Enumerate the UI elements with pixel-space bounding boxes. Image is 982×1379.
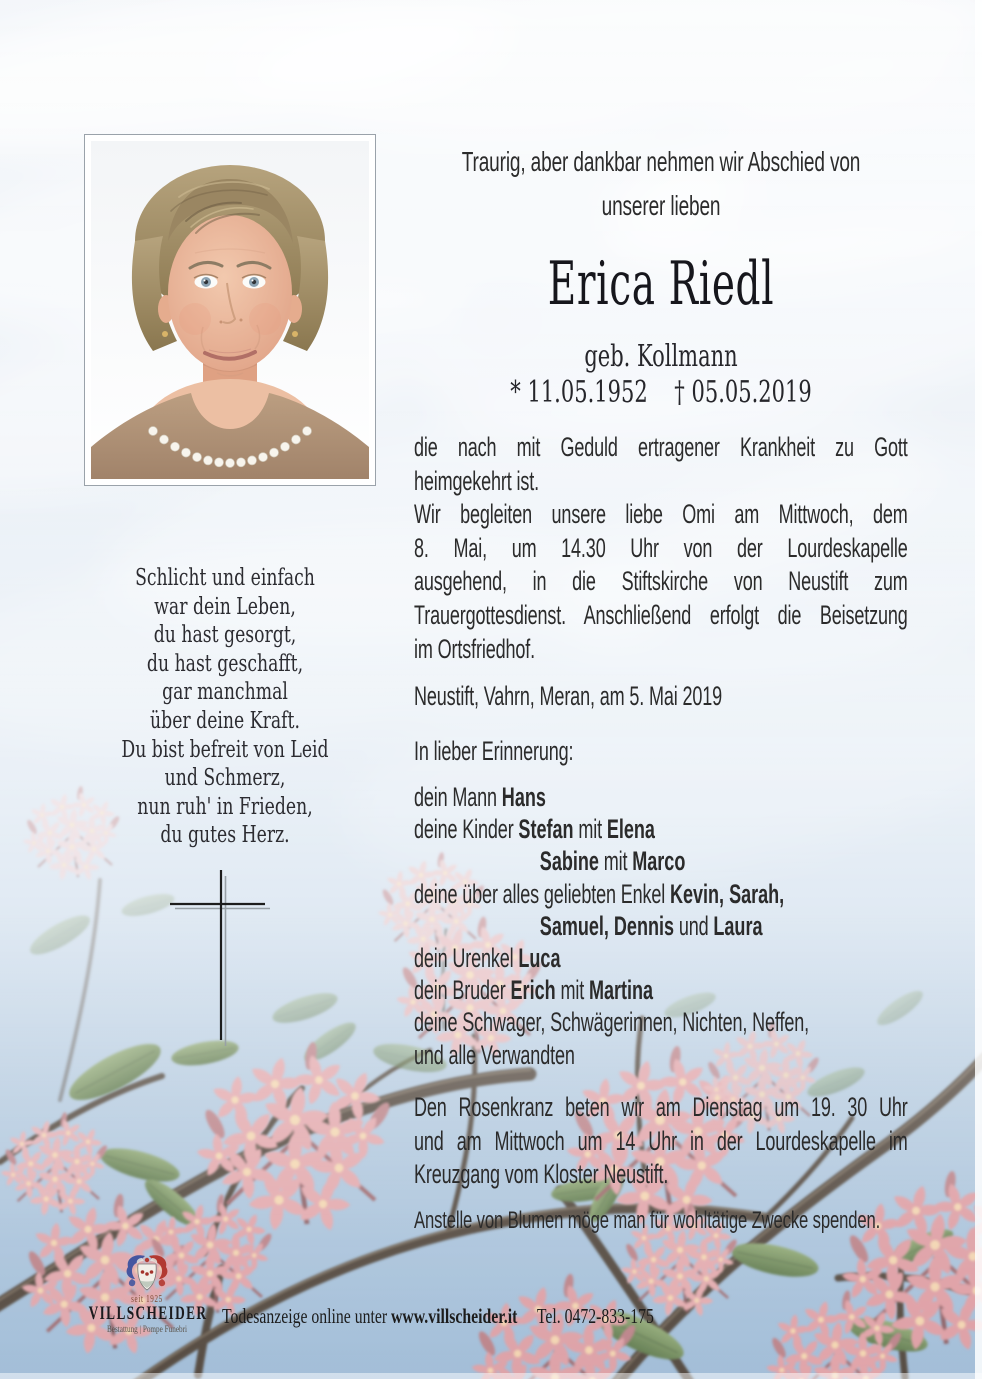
family-relation-text: mit <box>598 846 633 877</box>
family-relation-text: deine Schwager, Schwägerinnen, Nichten, Neffen, <box>414 1007 809 1038</box>
family-member-name: Marco <box>632 846 686 877</box>
poem-line: Du bist befreit von Leid <box>121 736 329 763</box>
family-member-name: Elena <box>606 814 655 845</box>
website-url: www.villscheider.it <box>391 1304 518 1328</box>
intro-line-2: unserer lieben <box>601 190 721 221</box>
announcement-text <box>414 431 908 666</box>
portrait-photo <box>84 134 376 486</box>
family-member-name: Hans <box>501 782 546 812</box>
remembrance-heading: In lieber Erinnerung: <box>414 736 574 766</box>
phone-number: Tel. 0472-833-175 <box>536 1304 654 1328</box>
family-relation-text: mit <box>573 814 607 845</box>
announcement-line: Wir begleiten unsere liebe Omi am Mittwoch, dem <box>414 499 908 530</box>
announcement-line: 8. Mai, um 14.30 Uhr von der Lourdeskapelle <box>414 532 908 563</box>
family-member-name: Sabine <box>539 846 599 877</box>
memorial-poem <box>68 564 383 850</box>
announcement-line: Trauergottesdienst. Anschließend erfolgt die Beisetzung <box>414 599 908 630</box>
family-member-name: Laura <box>713 910 763 941</box>
donation-notice: Anstelle von Blumen möge man für wohltätige Zwecke spenden. <box>414 1207 881 1234</box>
cross-icon <box>168 864 272 1046</box>
online-notice-text: Todesanzeige online unter <box>222 1304 392 1328</box>
announcement-line: die nach mit Geduld ertragener Krankheit zu Gott <box>414 432 908 462</box>
family-member-name: Kevin, Sarah, <box>669 878 785 909</box>
poem-line: nun ruh' in Frieden, <box>137 793 313 820</box>
rosary-notice <box>414 1091 908 1192</box>
family-line <box>414 781 908 813</box>
poem-line: Schlicht und einfach <box>135 565 315 591</box>
birth-date: * 11.05.1952 <box>510 375 648 410</box>
rosary-line: Kreuzgang vom Kloster Neustift. <box>414 1159 669 1190</box>
family-member-name: Martina <box>588 975 654 1006</box>
poem-line: und Schmerz, <box>164 765 286 792</box>
footer-contact-line <box>222 1304 747 1329</box>
logo-subtitle: Bestattung | Pompe Funebri <box>106 1324 188 1334</box>
logo-company-name: VILLSCHEIDER <box>88 1303 208 1324</box>
poem-line: gar manchmal <box>162 679 288 706</box>
poem-line: über deine Kraft. <box>150 707 300 734</box>
rosary-line: und am Mittwoch um 14 Uhr in der Lourdeskapelle im <box>414 1125 908 1156</box>
family-relation-text: dein Urenkel <box>414 943 519 974</box>
portrait-illustration <box>91 141 369 479</box>
family-line <box>414 878 908 910</box>
family-line <box>414 1006 908 1038</box>
poem-line: war dein Leben, <box>154 593 296 620</box>
announcement-line: ausgehend, in die Stiftskirche von Neustift zum <box>414 566 908 597</box>
family-line <box>414 813 908 845</box>
deceased-name: Erica Riedl <box>547 249 775 319</box>
family-relation-text: dein Mann <box>414 782 502 812</box>
family-member-name: Stefan <box>518 814 574 845</box>
rosary-line: Den Rosenkranz beten wir am Dienstag um 19. 30 Uhr <box>414 1092 908 1122</box>
family-relation-text: mit <box>555 975 589 1006</box>
poem-line: du hast geschafft, <box>146 650 304 677</box>
family-line <box>414 942 908 974</box>
family-line <box>414 974 908 1006</box>
maiden-name: geb. Kollmann <box>584 339 738 374</box>
announcement-line: heimgekehrt ist. <box>414 465 540 496</box>
place-dateline: Neustift, Vahrn, Meran, am 5. Mai 2019 <box>414 681 722 711</box>
family-relation-text: dein Bruder <box>414 975 511 1006</box>
family-list <box>414 781 908 1071</box>
poem-line: du gutes Herz. <box>160 822 290 849</box>
intro-line-1: Traurig, aber dankbar nehmen wir Abschied von <box>461 146 861 177</box>
family-line <box>540 845 908 877</box>
family-member-name: Erich <box>510 975 556 1006</box>
family-line <box>414 1039 908 1071</box>
family-member-name: Luca <box>518 943 561 974</box>
poem-line: du hast gesorgt, <box>153 622 297 649</box>
villscheider-crest-logo <box>122 1252 172 1294</box>
family-line <box>540 910 908 942</box>
family-relation-text: und <box>673 910 714 941</box>
announcement-line: im Ortsfriedhof. <box>414 633 535 664</box>
family-member-name: Samuel, Dennis <box>539 910 674 941</box>
family-relation-text: deine Kinder <box>414 814 519 845</box>
life-dates <box>407 375 915 410</box>
family-relation-text: deine über alles geliebten Enkel <box>414 878 670 909</box>
logo-since-text: seit 1925 <box>131 1294 163 1305</box>
family-relation-text: und alle Verwandten <box>414 1039 575 1070</box>
death-date: † 05.05.2019 <box>674 375 812 410</box>
